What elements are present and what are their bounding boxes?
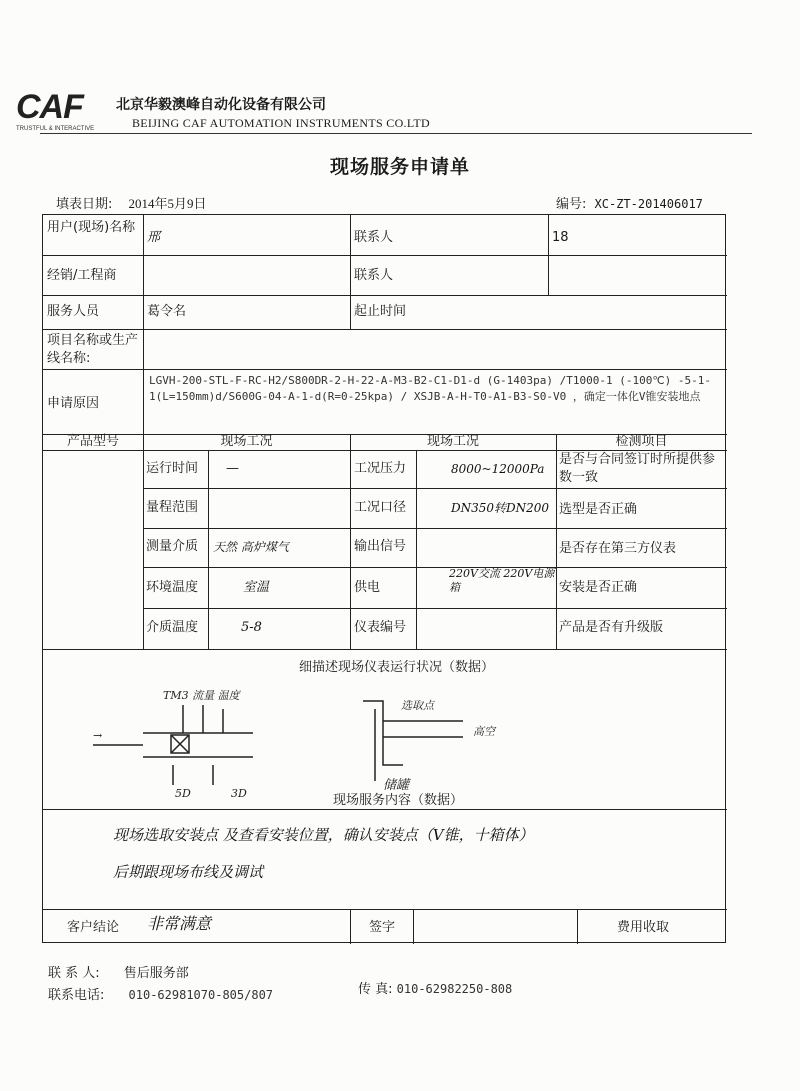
pipe-diameter-label: 工况口径	[354, 500, 407, 515]
pressure-label: 工况压力	[354, 461, 407, 476]
range-label: 量程范围	[146, 500, 199, 515]
fill-date-label: 填表日期:	[56, 197, 113, 212]
output-signal-label: 输出信号	[354, 539, 407, 554]
service-request-form	[42, 214, 726, 943]
footer-fax-value: 010-62982250-808	[396, 982, 513, 996]
sketch-flow-marks	[183, 705, 223, 733]
site-condition-header-2: 现场工况	[426, 434, 479, 449]
sketch-right-bottom-text: 储罐	[383, 778, 410, 793]
request-reason-value: LGVH-200-STL-F-RC-H2/S800DR-2-H-22-A-M3-B2-C1-D1-d (G-1403pa) /T1000-1 (-100℃) -5-1-1(L=150mm)d/S600G-04-A-1-d(R=0-25kpa) / XSJB-A-H-T0-A1-B3-S0-V0 ，确定一体化V锥安装地点	[149, 374, 712, 403]
company-name-cn: 北京华毅澳峰自动化设备有限公司	[116, 97, 326, 113]
sketch-distance-marks	[173, 765, 213, 785]
site-condition-header-1: 现场工况	[220, 434, 273, 449]
inspection-item-1: 是否与合同签订时所提供参数一致	[559, 452, 716, 485]
footer-contact-value: 售后服务部	[123, 966, 189, 981]
installation-sketch	[83, 685, 523, 805]
instrument-no-label: 仪表编号	[354, 620, 407, 635]
sketch-horizontal-pipe	[383, 721, 463, 737]
footer-phone	[48, 984, 273, 1003]
inspection-item-3: 是否存在第三方仪表	[559, 541, 677, 556]
power-supply-value: 220V交流 220V电源箱	[449, 567, 555, 594]
footer-phone-value: 010-62981070-805/807	[128, 988, 274, 1002]
contact-label-1: 联系人	[354, 230, 394, 245]
power-supply-label: 供电	[354, 580, 381, 595]
serial-number	[556, 193, 703, 212]
medium-value: 天然 高炉煤气	[213, 540, 289, 554]
service-content-header: 现场服务内容（数据）	[333, 793, 464, 808]
pressure-value: 8000~12000Pa	[451, 462, 545, 476]
sketch-right-mid-text: 高空	[473, 725, 495, 738]
logo-wordmark: CAF	[16, 88, 83, 126]
sketch-5d-text: 5D	[175, 787, 191, 800]
sketch-3d-text: 3D	[231, 787, 247, 800]
ambient-temp-label: 环境温度	[146, 580, 199, 595]
run-time-value: —	[226, 461, 239, 476]
project-name-label: 项目名称或生产线名称:	[47, 333, 139, 366]
sketch-arrow-label: →	[93, 729, 103, 742]
inspection-item-4: 安装是否正确	[559, 580, 638, 595]
run-time-label: 运行时间	[146, 461, 199, 476]
service-person-value: 葛令名	[147, 304, 187, 319]
sketch-bend-pipe	[363, 701, 403, 765]
contact-label-2: 联系人	[354, 268, 394, 283]
operation-description-header: 细描述现场仪表运行状况（数据）	[299, 660, 495, 675]
pipe-diameter-value: DN350转DN200	[451, 501, 550, 515]
fill-date-value: 2014年5月9日	[128, 196, 207, 211]
footer-phone-label: 联系电话:	[48, 988, 105, 1003]
request-reason-label: 申请原因	[47, 396, 100, 411]
user-name-value: 邢	[147, 230, 161, 245]
company-name-en: BEIJING CAF AUTOMATION INSTRUMENTS CO.LTD	[132, 116, 430, 130]
header-divider	[40, 133, 752, 134]
product-model-header: 产品型号	[66, 434, 119, 449]
footer-fax	[358, 978, 512, 997]
serial-number-label: 编号:	[556, 197, 587, 212]
customer-conclusion-label: 客户结论	[67, 920, 120, 935]
contact-phone-value: 18	[552, 230, 569, 245]
inspection-item-2: 选型是否正确	[559, 502, 638, 517]
user-name-label: 用户(现场)名称	[47, 220, 136, 235]
signature-label: 签字	[369, 920, 396, 935]
fee-received-label: 费用收取	[617, 920, 670, 935]
sketch-pipe-right	[193, 733, 253, 757]
footer-fax-label: 传 真:	[358, 982, 393, 997]
fill-date	[56, 193, 207, 212]
sketch-mark-text: TM3 流量 温度	[163, 689, 240, 702]
medium-label: 测量介质	[146, 539, 199, 554]
inspection-item-5: 产品是否有升级版	[559, 620, 664, 635]
footer-contact-label: 联 系 人:	[48, 966, 100, 981]
logo-tagline: TRUSTFUL & INTERACTIVE	[16, 126, 95, 132]
medium-temp-value: 5-8	[241, 620, 262, 635]
service-person-label: 服务人员	[47, 304, 100, 319]
form-title: 现场服务申请单	[329, 156, 470, 178]
customer-conclusion-value: 非常满意	[147, 914, 212, 933]
service-content-line-1: 现场选取安装点 及查看安装位置，确认安装点（V锥，十箱体）	[113, 826, 534, 844]
dealer-label: 经销/工程商	[47, 268, 117, 283]
serial-number-value: XC-ZT-201406017	[594, 197, 703, 211]
sketch-right-top-text: 选取点	[401, 699, 434, 712]
start-end-time-label: 起止时间	[354, 304, 407, 319]
medium-temp-label: 介质温度	[146, 620, 199, 635]
service-content-line-2: 后期跟现场布线及调试	[113, 863, 264, 881]
inspection-items-header: 检测项目	[615, 434, 668, 449]
caf-logo	[16, 88, 120, 132]
ambient-temp-value: 室温	[243, 580, 270, 595]
footer-contact	[48, 962, 189, 981]
